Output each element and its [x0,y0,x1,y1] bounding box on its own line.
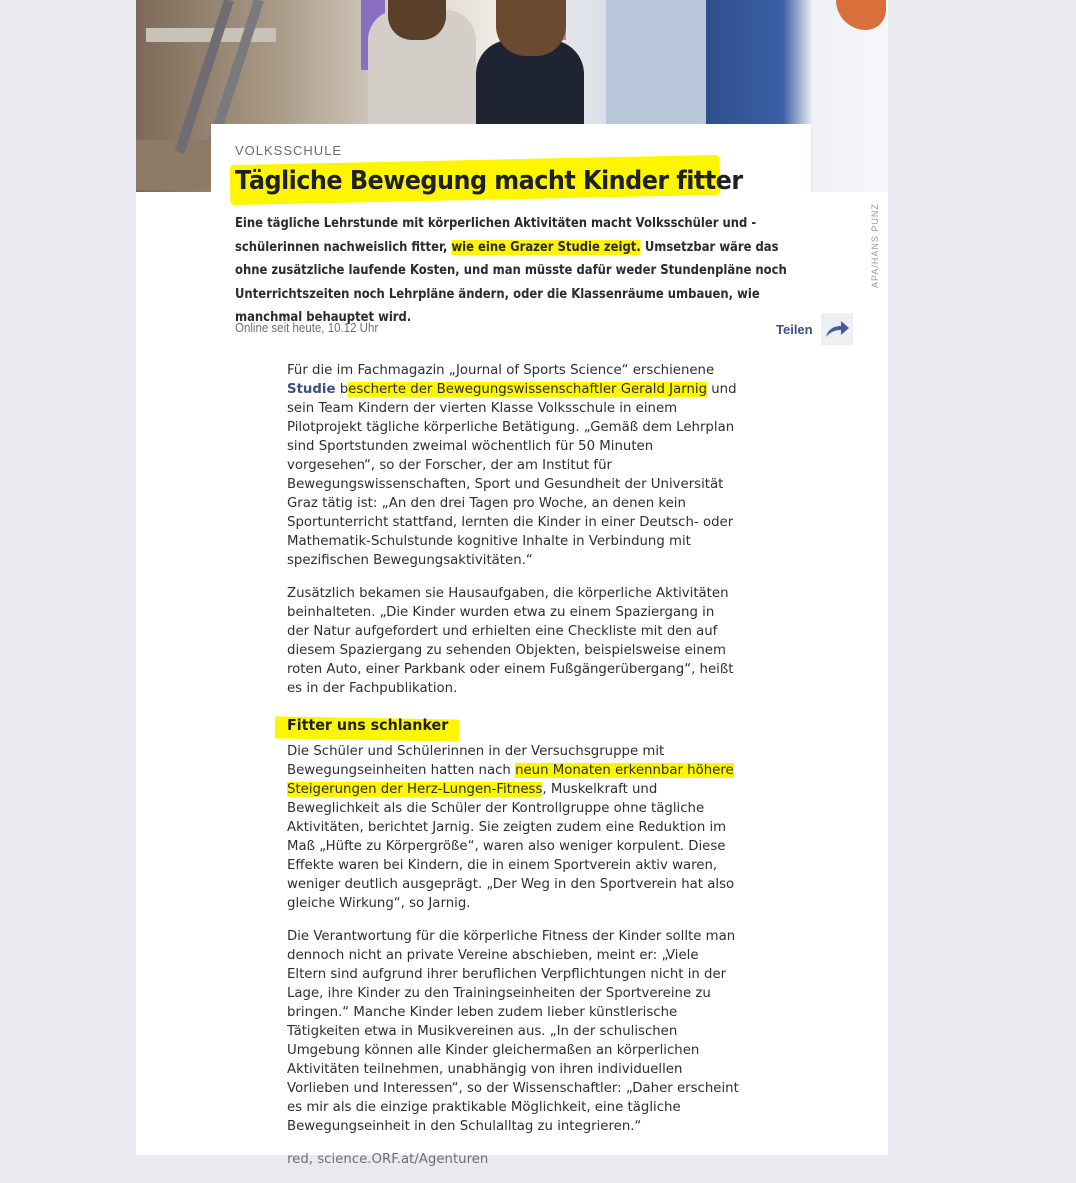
subheading-block [287,716,739,742]
share-button[interactable] [821,313,853,345]
image-credit: APA/HANS PUNZ [870,203,880,288]
lead-text-1: Eine tägliche Lehrstunde mit körperlichen Aktivitäten macht Volksschüler und -schülerinnen nachweislich fitter, [235,216,757,255]
p3-text-2: , Muskelkraft und Beweglichkeit als die Schüler der Kontrollgruppe ohne tägliche Aktivitäten, berichtet Jarnig. Sie zeigten zudem eine Reduktion im Maß „Hüfte zu Körpergröße“, waren also weniger korpulent. Diese Effekte waren bei Kindern, die in einem Sportverein aktiv waren, weniger deutlich ausgeprägt. „Der Weg in den Sportverein hat also gleiche Wirkung“, so Jarnig. [287,782,735,911]
article-subheading: Fitter uns schlanker [287,716,449,734]
lead-text-2: Umsetzbar wäre das ohne zusätzliche laufende Kosten, und man müsste dafür weder Stundenpläne noch Unterrichtszeiten noch Lehrpläne ändern, oder die Klassenräume umbauen, wie manchmal behauptet wird. [235,239,787,325]
body-paragraph-1 [287,361,739,570]
share-label[interactable]: Teilen [776,321,813,337]
article-source: red, science.ORF.at/Agenturen [287,1152,489,1167]
article-page [136,0,888,1167]
body-paragraph-3 [287,742,739,913]
article-kicker: VOLKSSCHULE [235,143,343,158]
body-paragraph-4: Die Verantwortung für die körperliche Fitness der Kinder sollte man dennoch nicht an private Vereine abschieben, meint er: „Viele Eltern sind aufgrund ihrer beruflichen Verpflichtungen nicht in der Lage, ihre Kinder zu den Trainingseinheiten der Sportvereine zu bringen.“ Manche Kinder leben zudem lieber künstlerische Tätigkeiten etwa in Musikvereinen aus. „In der schulischen Umgebung können alle Kinder gleichermaßen an körperlichen Aktivitäten teilnehmen, unabhängig von ihren individuellen Vorlieben und Interessen“, so der Wissenschaftler: „Daher erscheint es mir als die einzige praktikable Möglichkeit, eine tägliche Bewegungseinheit in den Schulalltag zu integrieren.“ [287,929,739,1134]
hero-wall-decoration [836,0,886,30]
p3-highlight: neun Monaten erkennbar höhere Steigerungen der Herz-Lungen-Fitness [287,763,734,797]
p1-text-1: Für die im Fachmagazin „Journal of Sports Science“ erschienene [287,363,715,378]
publish-time: Online seit heute, 10.12 Uhr [235,321,379,335]
p1-highlight: escherte der Bewegungswissenschaftler Gerald Jarnig [348,382,708,397]
hero-child-hair-1 [388,0,446,40]
lead-highlight: wie eine Grazer Studie zeigt. [451,239,641,255]
share-control[interactable] [776,313,853,345]
article-lead [235,212,807,330]
hero-child-hair-2 [496,0,566,56]
body-paragraph-2: Zusätzlich bekamen sie Hausaufgaben, die körperliche Aktivitäten beinhalteten. „Die Kinder wurden etwa zu einem Spaziergang in der Natur aufgefordert und erhielten eine Checkliste mit den auf diesem Spaziergang zu sehenden Objekten, beispielsweise einem roten Auto, einer Parkbank oder einem Fußgängerübergang“, heißt es in der Fachpublikation. [287,586,734,696]
p1-text-3: und sein Team Kindern der vierten Klasse Volksschule in einem Pilotprojekt tägliche körperliche Betätigung. „Gemäß dem Lehrplan sind Sportstunden zweimal wöchentlich für 50 Minuten vorgesehen“, so der Forscher, der am Institut für Bewegungswissenschaften, Sport und Gesundheit der Universität Graz tätig ist: „An den drei Tagen pro Woche, an denen kein Sportunterricht stattfand, lernten die Kinder in einer Deutsch- oder Mathematik-Schulstunde kognitive Inhalte in Verbindung mit spezifischen Bewegungsaktivitäten.“ [287,382,737,568]
article-headline: Tägliche Bewegung macht Kinder fitter [235,166,743,196]
p1-text-2: b [335,382,349,397]
study-link[interactable]: Studie [287,382,336,397]
p3-text-1: Die Schüler und Schülerinnen in der Versuchsgruppe mit Bewegungseinheiten hatten nach [287,744,665,778]
share-arrow-icon [824,319,850,339]
article-body [287,361,739,1183]
